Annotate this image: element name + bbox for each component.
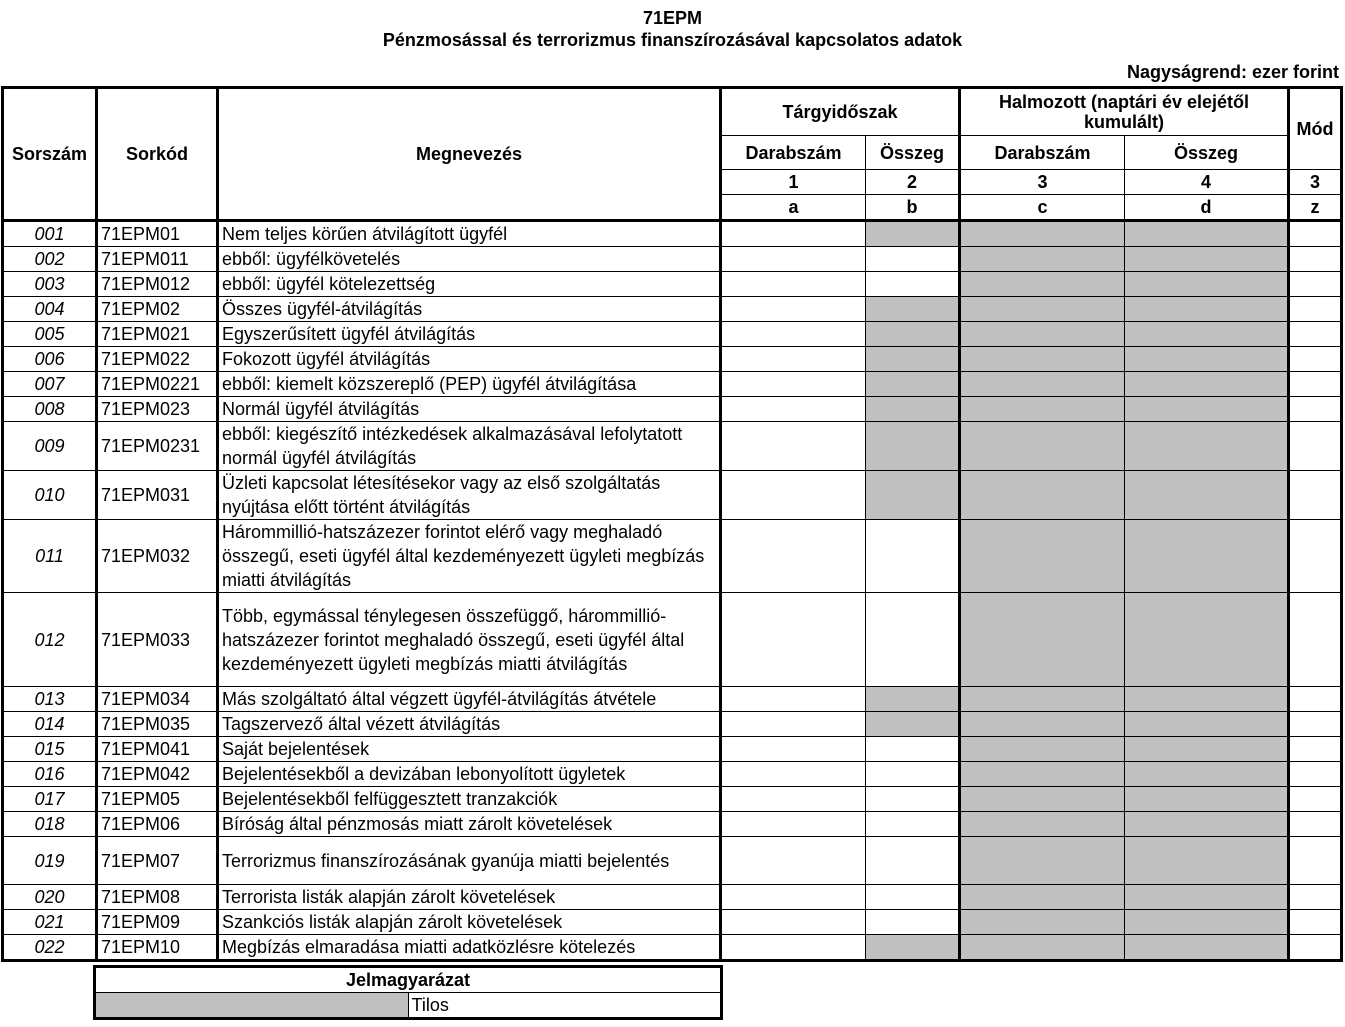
row-code: 71EPM033 (97, 593, 218, 687)
row-number: 022 (3, 935, 97, 961)
row-number: 014 (3, 712, 97, 737)
col-num: 2 (866, 170, 960, 195)
row-code: 71EPM022 (97, 347, 218, 372)
forbidden-cell-d (1125, 812, 1289, 837)
row-code: 71EPM011 (97, 247, 218, 272)
input-cell-a[interactable] (721, 221, 866, 247)
input-cell-a[interactable] (721, 885, 866, 910)
forbidden-cell-c (960, 787, 1125, 812)
input-cell-z[interactable] (1289, 422, 1342, 471)
row-code: 71EPM10 (97, 935, 218, 961)
forbidden-cell-d (1125, 347, 1289, 372)
table-row (3, 471, 1342, 520)
input-cell-b[interactable] (866, 247, 960, 272)
input-cell-z[interactable] (1289, 762, 1342, 787)
table-row (3, 737, 1342, 762)
forbidden-cell-b (866, 322, 960, 347)
row-number: 019 (3, 837, 97, 885)
row-name: Megbízás elmaradása miatti adatközlésre kötelezés (218, 935, 721, 961)
input-cell-a[interactable] (721, 297, 866, 322)
row-name: Összes ügyfél-átvilágítás (218, 297, 721, 322)
input-cell-z[interactable] (1289, 297, 1342, 322)
table-row (3, 712, 1342, 737)
forbidden-cell-d (1125, 272, 1289, 297)
row-number: 006 (3, 347, 97, 372)
row-number: 011 (3, 520, 97, 593)
input-cell-b[interactable] (866, 787, 960, 812)
input-cell-a[interactable] (721, 837, 866, 885)
table-row (3, 910, 1342, 935)
col-num: 1 (721, 170, 866, 195)
forbidden-cell-c (960, 885, 1125, 910)
table-row (3, 372, 1342, 397)
input-cell-z[interactable] (1289, 935, 1342, 961)
row-name: Üzleti kapcsolat létesítésekor vagy az első szolgáltatás nyújtása előtt történt átvilágítás (218, 471, 721, 520)
input-cell-z[interactable] (1289, 272, 1342, 297)
input-cell-b[interactable] (866, 885, 960, 910)
forbidden-cell-d (1125, 762, 1289, 787)
col-targyidoszak: Tárgyidőszak (721, 88, 960, 136)
forbidden-cell-d (1125, 397, 1289, 422)
input-cell-a[interactable] (721, 910, 866, 935)
col-darabszam-2: Darabszám (960, 136, 1125, 170)
input-cell-a[interactable] (721, 372, 866, 397)
row-name: ebből: kiemelt közszereplő (PEP) ügyfél átvilágítása (218, 372, 721, 397)
legend-title: Jelmagyarázat (95, 967, 722, 993)
row-name: Tagszervező által vézett átvilágítás (218, 712, 721, 737)
input-cell-z[interactable] (1289, 471, 1342, 520)
forbidden-cell-c (960, 247, 1125, 272)
forbidden-cell-d (1125, 520, 1289, 593)
forbidden-cell-d (1125, 221, 1289, 247)
forbidden-cell-b (866, 422, 960, 471)
forbidden-cell-d (1125, 712, 1289, 737)
table-row (3, 247, 1342, 272)
form-code: 71EPM (642, 8, 703, 28)
row-code: 71EPM031 (97, 471, 218, 520)
row-code: 71EPM034 (97, 687, 218, 712)
forbidden-cell-c (960, 272, 1125, 297)
row-code: 71EPM023 (97, 397, 218, 422)
forbidden-cell-c (960, 397, 1125, 422)
row-name: Szankciós listák alapján zárolt követelések (218, 910, 721, 935)
col-osszeg-2: Összeg (1125, 136, 1289, 170)
table-row (3, 422, 1342, 471)
forbidden-cell-c (960, 812, 1125, 837)
row-name: Bejelentésekből a devizában lebonyolított ügyletek (218, 762, 721, 787)
row-number: 003 (3, 272, 97, 297)
forbidden-cell-d (1125, 787, 1289, 812)
forbidden-cell-c (960, 910, 1125, 935)
forbidden-cell-b (866, 397, 960, 422)
forbidden-cell-b (866, 935, 960, 961)
row-name: Több, egymással ténylegesen összefüggő, hárommillió-hatszázezer forintot meghaladó összegű, eseti ügyfél által kezdeményezett ügyleti megbízás miatti átvilágítás (218, 593, 721, 687)
row-number: 012 (3, 593, 97, 687)
forbidden-cell-d (1125, 910, 1289, 935)
forbidden-cell-b (866, 712, 960, 737)
table-row (3, 272, 1342, 297)
col-letter: a (721, 195, 866, 221)
input-cell-a[interactable] (721, 737, 866, 762)
forbidden-cell-c (960, 837, 1125, 885)
col-num: 3 (960, 170, 1125, 195)
table-row (3, 787, 1342, 812)
row-code: 71EPM032 (97, 520, 218, 593)
row-code: 71EPM06 (97, 812, 218, 837)
row-code: 71EPM042 (97, 762, 218, 787)
row-number: 016 (3, 762, 97, 787)
row-name: Normál ügyfél átvilágítás (218, 397, 721, 422)
input-cell-a[interactable] (721, 593, 866, 687)
col-letter: c (960, 195, 1125, 221)
forbidden-cell-d (1125, 593, 1289, 687)
forbidden-cell-c (960, 593, 1125, 687)
table-row (3, 687, 1342, 712)
table-row (3, 347, 1342, 372)
row-name: ebből: ügyfélkövetelés (218, 247, 721, 272)
forbidden-cell-b (866, 347, 960, 372)
data-table (1, 86, 1343, 962)
row-number: 008 (3, 397, 97, 422)
forbidden-cell-d (1125, 737, 1289, 762)
table-row (3, 812, 1342, 837)
input-cell-b[interactable] (866, 272, 960, 297)
input-cell-b[interactable] (866, 812, 960, 837)
table-row (3, 935, 1342, 961)
row-number: 018 (3, 812, 97, 837)
legend-swatch (95, 993, 409, 1019)
table-row (3, 520, 1342, 593)
row-code: 71EPM09 (97, 910, 218, 935)
row-code: 71EPM05 (97, 787, 218, 812)
forbidden-cell-d (1125, 935, 1289, 961)
input-cell-b[interactable] (866, 910, 960, 935)
input-cell-a[interactable] (721, 712, 866, 737)
row-code: 71EPM02 (97, 297, 218, 322)
row-name: Terrorizmus finanszírozásának gyanúja miatti bejelentés (218, 837, 721, 885)
row-name: Hárommillió-hatszázezer forintot elérő vagy meghaladó összegű, eseti ügyfél által kezdeményezett ügyleti megbízás miatti átvilágítás (218, 520, 721, 593)
row-number: 013 (3, 687, 97, 712)
col-letter: d (1125, 195, 1289, 221)
row-name: Más szolgáltató által végzett ügyfél-átvilágítás átvétele (218, 687, 721, 712)
forbidden-cell-c (960, 762, 1125, 787)
input-cell-z[interactable] (1289, 593, 1342, 687)
row-number: 007 (3, 372, 97, 397)
input-cell-z[interactable] (1289, 837, 1342, 885)
row-code: 71EPM0231 (97, 422, 218, 471)
row-code: 71EPM01 (97, 221, 218, 247)
input-cell-z[interactable] (1289, 247, 1342, 272)
forbidden-cell-b (866, 221, 960, 247)
forbidden-cell-d (1125, 247, 1289, 272)
input-cell-a[interactable] (721, 812, 866, 837)
input-cell-z[interactable] (1289, 372, 1342, 397)
input-cell-a[interactable] (721, 247, 866, 272)
input-cell-z[interactable] (1289, 397, 1342, 422)
table-row (3, 297, 1342, 322)
unit-label: Nagyságrend: ezer forint (1126, 62, 1339, 82)
table-row (3, 221, 1342, 247)
input-cell-z[interactable] (1289, 885, 1342, 910)
input-cell-z[interactable] (1289, 687, 1342, 712)
row-name: ebből: kiegészítő intézkedések alkalmazásával lefolytatott normál ügyfél átvilágítás (218, 422, 721, 471)
input-cell-b[interactable] (866, 837, 960, 885)
col-letter: z (1289, 195, 1342, 221)
form-title: Pénzmosással és terrorizmus finanszírozásával kapcsolatos adatok (382, 30, 963, 50)
col-letter: b (866, 195, 960, 221)
row-name: Bejelentésekből felfüggesztett tranzakciók (218, 787, 721, 812)
row-name: Egyszerűsített ügyfél átvilágítás (218, 322, 721, 347)
input-cell-b[interactable] (866, 737, 960, 762)
input-cell-a[interactable] (721, 471, 866, 520)
input-cell-a[interactable] (721, 322, 866, 347)
input-cell-a[interactable] (721, 422, 866, 471)
col-darabszam-1: Darabszám (721, 136, 866, 170)
row-name: Nem teljes körűen átvilágított ügyfél (218, 221, 721, 247)
row-number: 017 (3, 787, 97, 812)
input-cell-b[interactable] (866, 520, 960, 593)
table-row (3, 397, 1342, 422)
forbidden-cell-c (960, 737, 1125, 762)
input-cell-a[interactable] (721, 687, 866, 712)
row-name: ebből: ügyfél kötelezettség (218, 272, 721, 297)
row-name: Terrorista listák alapján zárolt követelések (218, 885, 721, 910)
input-cell-a[interactable] (721, 787, 866, 812)
input-cell-a[interactable] (721, 935, 866, 961)
forbidden-cell-c (960, 322, 1125, 347)
forbidden-cell-c (960, 347, 1125, 372)
forbidden-cell-d (1125, 837, 1289, 885)
forbidden-cell-b (866, 372, 960, 397)
legend-tilos-label: Tilos (408, 993, 722, 1019)
col-num: 3 (1289, 170, 1342, 195)
forbidden-cell-d (1125, 372, 1289, 397)
forbidden-cell-c (960, 520, 1125, 593)
input-cell-a[interactable] (721, 397, 866, 422)
forbidden-cell-c (960, 422, 1125, 471)
row-code: 71EPM035 (97, 712, 218, 737)
col-num: 4 (1125, 170, 1289, 195)
forbidden-cell-d (1125, 471, 1289, 520)
forbidden-cell-d (1125, 687, 1289, 712)
forbidden-cell-b (866, 471, 960, 520)
input-cell-z[interactable] (1289, 787, 1342, 812)
table-row (3, 593, 1342, 687)
input-cell-a[interactable] (721, 347, 866, 372)
col-megnevezes: Megnevezés (218, 88, 721, 221)
forbidden-cell-c (960, 221, 1125, 247)
row-code: 71EPM0221 (97, 372, 218, 397)
forbidden-cell-c (960, 471, 1125, 520)
row-number: 021 (3, 910, 97, 935)
table-row (3, 837, 1342, 885)
row-code: 71EPM07 (97, 837, 218, 885)
table-row (3, 322, 1342, 347)
row-name: Bíróság által pénzmosás miatt zárolt követelések (218, 812, 721, 837)
row-code: 71EPM041 (97, 737, 218, 762)
row-number: 002 (3, 247, 97, 272)
forbidden-cell-c (960, 712, 1125, 737)
input-cell-a[interactable] (721, 520, 866, 593)
input-cell-z[interactable] (1289, 737, 1342, 762)
input-cell-z[interactable] (1289, 347, 1342, 372)
input-cell-z[interactable] (1289, 910, 1342, 935)
row-name: Fokozott ügyfél átvilágítás (218, 347, 721, 372)
row-number: 009 (3, 422, 97, 471)
input-cell-z[interactable] (1289, 322, 1342, 347)
forbidden-cell-b (866, 297, 960, 322)
row-number: 020 (3, 885, 97, 910)
table-row (3, 885, 1342, 910)
table-row (3, 762, 1342, 787)
col-mod: Mód (1289, 88, 1342, 170)
col-sorkod: Sorkód (97, 88, 218, 221)
row-code: 71EPM08 (97, 885, 218, 910)
row-number: 005 (3, 322, 97, 347)
input-cell-z[interactable] (1289, 812, 1342, 837)
forbidden-cell-c (960, 935, 1125, 961)
input-cell-b[interactable] (866, 762, 960, 787)
forbidden-cell-d (1125, 422, 1289, 471)
input-cell-z[interactable] (1289, 520, 1342, 593)
forbidden-cell-c (960, 372, 1125, 397)
row-number: 010 (3, 471, 97, 520)
legend (93, 965, 723, 1020)
forbidden-cell-d (1125, 297, 1289, 322)
row-number: 015 (3, 737, 97, 762)
forbidden-cell-c (960, 297, 1125, 322)
input-cell-a[interactable] (721, 762, 866, 787)
forbidden-cell-b (866, 687, 960, 712)
forbidden-cell-d (1125, 322, 1289, 347)
col-sorszam: Sorszám (3, 88, 97, 221)
row-number: 001 (3, 221, 97, 247)
forbidden-cell-c (960, 687, 1125, 712)
row-name: Saját bejelentések (218, 737, 721, 762)
col-halmozott: Halmozott (naptári év elejétől kumulált) (960, 88, 1289, 136)
row-number: 004 (3, 297, 97, 322)
col-osszeg-1: Összeg (866, 136, 960, 170)
row-code: 71EPM021 (97, 322, 218, 347)
row-code: 71EPM012 (97, 272, 218, 297)
input-cell-z[interactable] (1289, 221, 1342, 247)
input-cell-z[interactable] (1289, 712, 1342, 737)
input-cell-b[interactable] (866, 593, 960, 687)
input-cell-a[interactable] (721, 272, 866, 297)
forbidden-cell-d (1125, 885, 1289, 910)
